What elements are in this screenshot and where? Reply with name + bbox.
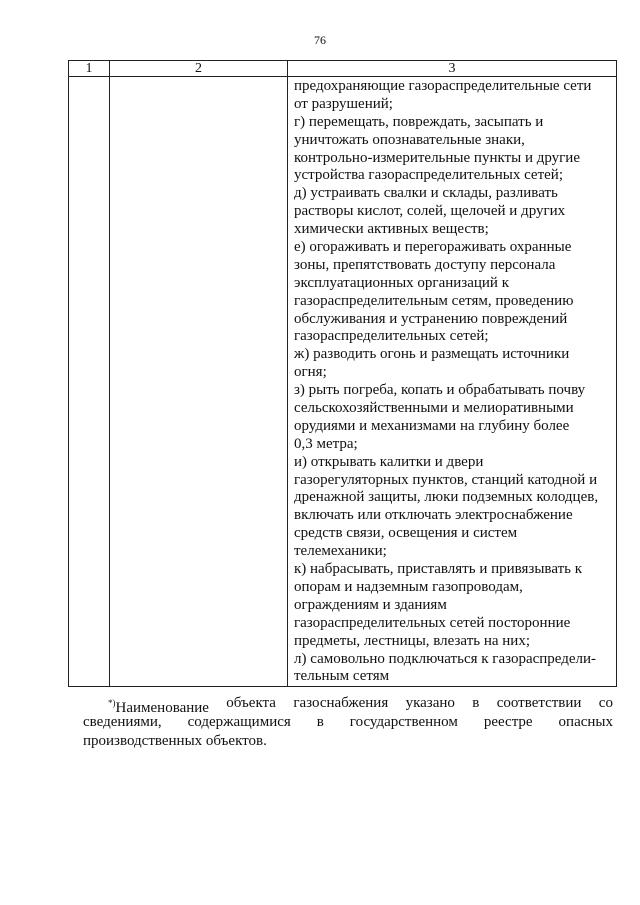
text-line: е) огораживать и перегораживать охранные [294, 239, 572, 256]
footnote-line-1 [83, 694, 613, 716]
text-line: зоны, препятствовать доступу персонала [294, 256, 556, 273]
text-line: предметы, лестницы, влезать на них; [294, 632, 531, 649]
document-table [68, 60, 617, 687]
footnote-word: указано [405, 695, 455, 711]
text-line: эксплуатационных организаций к [294, 274, 509, 291]
text-line: ж) разводить огонь и размещать источники [294, 346, 570, 363]
column-header-1: 1 [69, 61, 110, 77]
text-line: д) устраивать свалки и склады, разливать [294, 185, 558, 202]
footnote-word: объекта [226, 695, 276, 711]
cell-column-3 [288, 77, 617, 687]
footnote-marker: *) [108, 698, 116, 708]
text-line: телемеханики; [294, 543, 387, 560]
text-line: орудиями и механизмами на глубину более [294, 417, 570, 434]
column-header-3: 3 [288, 61, 617, 77]
cell-column-1 [69, 77, 110, 687]
text-line: и) открывать калитки и двери [294, 453, 484, 470]
page-number: 76 [314, 33, 326, 47]
prohibitions-list [288, 77, 616, 686]
text-line: дренажной защиты, люки подземных колодцев, [294, 489, 599, 506]
footnote-word: реестре [483, 714, 533, 730]
text-line: г) перемещать, повреждать, засыпать и [294, 113, 544, 130]
text-line: 0,3 метра; [294, 435, 358, 452]
text-line: сельскохозяйственными и мелиоративными [294, 400, 574, 417]
text-line: обслуживания и устранению повреждений [294, 310, 568, 327]
text-line: контрольно-измерительные пункты и другие [294, 149, 580, 166]
text-line: от разрушений; [294, 95, 393, 112]
text-line: газораспределительных сетей посторонние [294, 614, 571, 631]
footnote-word: государственном [349, 714, 458, 730]
footnote-word-text: Наименование [115, 700, 209, 716]
text-line: предохраняющие газораспределительные сети [294, 78, 592, 94]
column-header-2: 2 [110, 61, 288, 77]
footnote-word: со [598, 695, 613, 711]
text-line: газораспределительным сетям, проведению [294, 292, 574, 309]
footnote-word: газоснабжения [293, 695, 389, 711]
text-line: включать или отключать электроснабжение [294, 507, 573, 524]
footnote-line-3: производственных объектов. [83, 733, 267, 749]
text-line: огня; [294, 364, 327, 381]
footnote-word: в [316, 714, 324, 730]
table-row [69, 77, 617, 687]
footnote-word [108, 694, 209, 716]
footnote-word: содержащимися [187, 714, 291, 730]
text-line: з) рыть погреба, копать и обрабатывать почву [294, 382, 586, 399]
text-line: тельным сетям [294, 668, 390, 685]
table-header-row [69, 61, 617, 77]
footnote-word: в [472, 695, 480, 711]
text-line: устройства газораспределительных сетей; [294, 167, 563, 184]
text-line: средств связи, освещения и систем [294, 525, 518, 542]
text-line: химически активных веществ; [294, 221, 489, 238]
text-line: газорегуляторных пунктов, станций катодной и [294, 471, 598, 488]
text-line: газораспределительных сетей; [294, 328, 489, 345]
text-line: л) самовольно подключаться к газораспредели- [294, 650, 597, 667]
footnote [83, 694, 613, 751]
text-line: уничтожать опознавательные знаки, [294, 131, 525, 148]
footnote-word: соответствии [496, 695, 582, 711]
footnote-word: опасных [558, 714, 613, 730]
text-line: ограждениям и зданиям [294, 596, 447, 613]
text-line: к) набрасывать, приставлять и привязывать к [294, 561, 583, 578]
footnote-word: сведениями, [83, 714, 162, 730]
cell-column-2 [110, 77, 288, 687]
text-line: опорам и надземным газопроводам, [294, 578, 523, 595]
text-line: растворы кислот, солей, щелочей и других [294, 203, 566, 220]
